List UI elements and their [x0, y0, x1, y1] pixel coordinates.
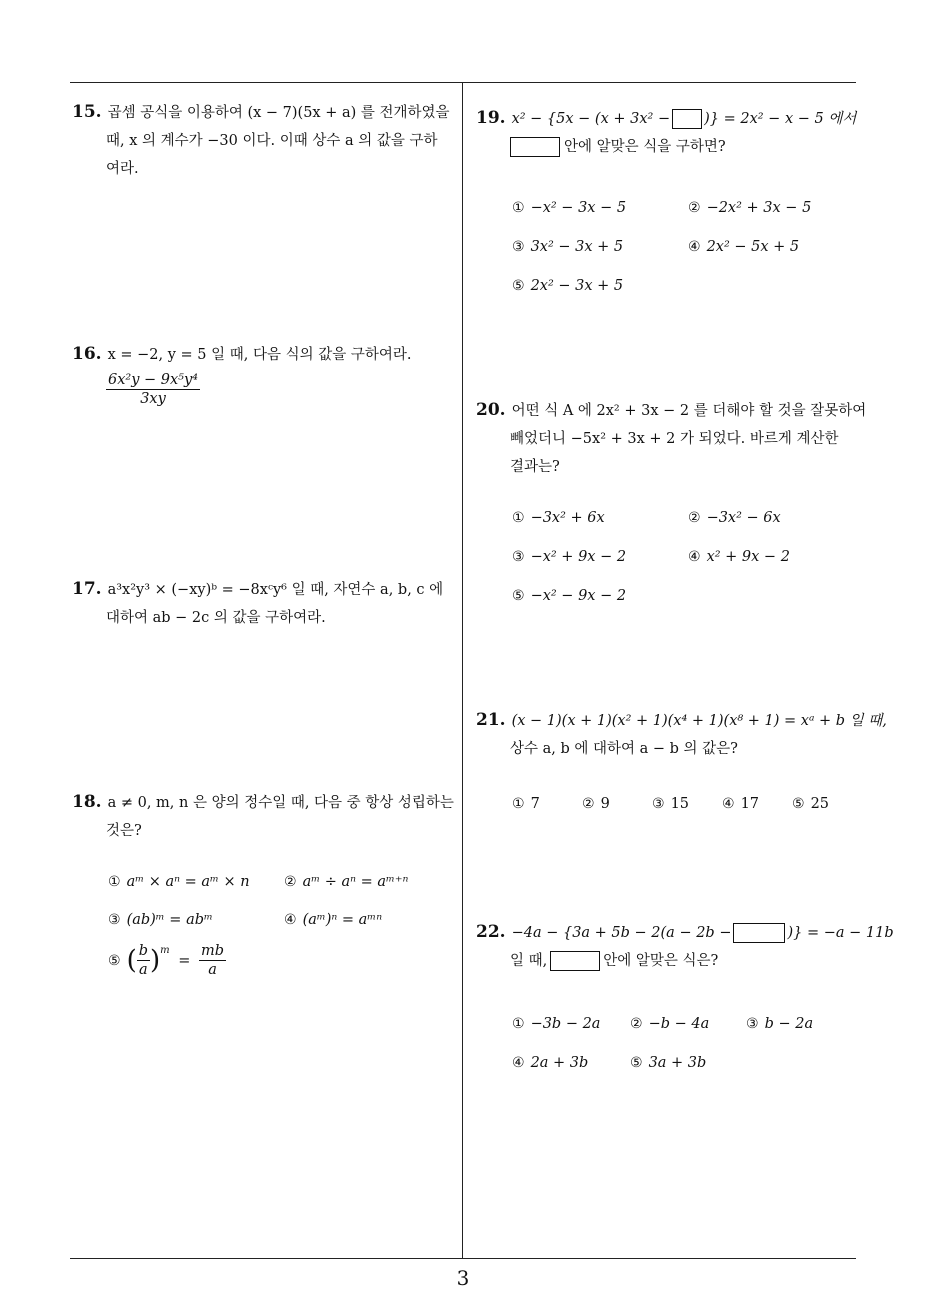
- blank-box: [733, 923, 785, 943]
- option-mark: ⑤: [792, 796, 805, 812]
- fraction-denominator: 3xy: [140, 391, 166, 407]
- option-mark: ②: [582, 796, 595, 812]
- option-2[interactable]: [630, 1016, 709, 1032]
- option-exponent: m: [160, 945, 170, 956]
- problem-19: [476, 104, 866, 161]
- option-text: 17: [740, 796, 760, 812]
- option-4[interactable]: [284, 912, 382, 928]
- option-mark: ②: [688, 200, 701, 216]
- option-4[interactable]: [722, 796, 759, 812]
- option-mark: ②: [688, 510, 701, 526]
- option-mark: ①: [512, 510, 525, 526]
- option-text: 15: [670, 796, 690, 812]
- option-mark: ④: [722, 796, 735, 812]
- problem-number: 19.: [476, 108, 506, 128]
- option-mark: ③: [746, 1016, 759, 1032]
- option-3[interactable]: [512, 549, 626, 565]
- option-mark: ⑤: [512, 588, 525, 604]
- option-text: 7: [530, 796, 540, 812]
- option-4[interactable]: [512, 1055, 588, 1071]
- option-text: (ab)ᵐ = abᵐ: [126, 912, 213, 928]
- option-text: aᵐ ÷ aⁿ = aᵐ⁺ⁿ: [302, 874, 409, 890]
- option-mark: ①: [512, 200, 525, 216]
- option-mark: ④: [688, 549, 701, 565]
- option-text: −x² + 9x − 2: [530, 549, 627, 565]
- option-mark: ③: [652, 796, 665, 812]
- option-4[interactable]: [688, 239, 799, 255]
- expression-fraction: [106, 371, 200, 408]
- option-mark: ④: [284, 912, 297, 928]
- option-text: b − 2a: [764, 1016, 814, 1032]
- option-1[interactable]: [512, 796, 540, 812]
- problem-number: 21.: [476, 710, 506, 730]
- fraction-numerator: mb: [201, 943, 225, 959]
- blank-box: [672, 109, 702, 129]
- problem-text: 어떤 식 A 에 2x² + 3x − 2 를 더해야 할 것을 잘못하여: [511, 403, 867, 419]
- option-2[interactable]: [688, 510, 781, 526]
- option-mark: ③: [512, 549, 525, 565]
- option-text: 2a + 3b: [530, 1055, 589, 1071]
- problem-20: [476, 396, 866, 481]
- option-text: −3x² + 6x: [530, 510, 605, 526]
- problem-22: [476, 918, 894, 975]
- option-5[interactable]: [630, 1055, 706, 1071]
- column-divider: [462, 82, 463, 1258]
- problem-text: 상수 a, b 에 대하여 a − b 의 값은?: [510, 741, 738, 757]
- option-fraction: [137, 942, 150, 979]
- option-5[interactable]: [792, 796, 829, 812]
- problem-number: 18.: [72, 792, 102, 812]
- problem-17: [72, 575, 457, 632]
- option-rhs-fraction: [199, 942, 226, 979]
- problem-text: x² − {5x − (x + 3x² −: [511, 111, 671, 127]
- problem-text: 것은?: [106, 823, 142, 839]
- option-3[interactable]: [746, 1016, 813, 1032]
- option-2[interactable]: [582, 796, 610, 812]
- option-text: −b − 4a: [648, 1016, 710, 1032]
- problem-number: 22.: [476, 922, 506, 942]
- option-mark: ③: [108, 912, 121, 928]
- problem-text: 곱셈 공식을 이용하여 (x − 7)(5x + a) 를 전개하였을: [107, 105, 450, 121]
- problem-text: a³x²y³ × (−xy)ᵇ = −8xᶜy⁶ 일 때, 자연수 a, b, c 에: [107, 582, 444, 598]
- option-3[interactable]: [652, 796, 689, 812]
- option-text: 9: [600, 796, 610, 812]
- option-mark: ①: [108, 874, 121, 890]
- option-mark: ①: [512, 1016, 525, 1032]
- problem-text: 일 때,: [510, 953, 548, 969]
- option-5[interactable]: [512, 278, 623, 294]
- problem-text: )} = 2x² − x − 5 에서: [704, 111, 857, 127]
- problem-text: −4a − {3a + 5b − 2(a − 2b −: [511, 925, 732, 941]
- option-mark: ①: [512, 796, 525, 812]
- problem-16: [72, 340, 457, 408]
- option-text: 2x² − 5x + 5: [706, 239, 800, 255]
- problem-text: 대하여 ab − 2c 의 값을 구하여라.: [106, 610, 326, 626]
- option-mark: ④: [512, 1055, 525, 1071]
- option-text: −x² − 3x − 5: [530, 200, 627, 216]
- problem-text: 때, x 의 계수가 −30 이다. 이때 상수 a 의 값을 구하: [106, 133, 438, 149]
- page-number: 3: [456, 1266, 470, 1290]
- option-1[interactable]: [512, 1016, 600, 1032]
- option-mark: ③: [512, 239, 525, 255]
- option-mark: ⑤: [108, 952, 121, 969]
- problem-number: 16.: [72, 344, 102, 364]
- option-text: −x² − 9x − 2: [530, 588, 627, 604]
- option-1[interactable]: [512, 510, 605, 526]
- option-text: 25: [810, 796, 830, 812]
- option-text: −2x² + 3x − 5: [706, 200, 812, 216]
- option-mark: ②: [630, 1016, 643, 1032]
- option-text: 3x² − 3x + 5: [530, 239, 624, 255]
- bottom-rule: [70, 1258, 856, 1259]
- option-text: −3x² − 6x: [706, 510, 781, 526]
- option-text: 3a + 3b: [648, 1055, 707, 1071]
- option-mark: ⑤: [512, 278, 525, 294]
- option-mark: ②: [284, 874, 297, 890]
- problem-number: 15.: [72, 102, 102, 122]
- problem-text: 결과는?: [510, 459, 560, 475]
- option-mark: ④: [688, 239, 701, 255]
- fraction-numerator: b: [138, 943, 149, 959]
- problem-text: a ≠ 0, m, n 은 양의 정수일 때, 다음 중 항상 성립하는: [107, 795, 454, 811]
- problem-text: 안에 알맞은 식은?: [603, 953, 719, 969]
- problem-text: x = −2, y = 5 일 때, 다음 식의 값을 구하여라.: [107, 347, 412, 363]
- option-1[interactable]: [108, 874, 250, 890]
- problem-text: 여라.: [106, 161, 139, 177]
- problem-number: 20.: [476, 400, 506, 420]
- blank-box: [510, 137, 560, 157]
- problem-text: )} = −a − 11b: [787, 925, 894, 941]
- option-mark: ⑤: [630, 1055, 643, 1071]
- option-text: 2x² − 3x + 5: [530, 278, 624, 294]
- option-text: −3b − 2a: [530, 1016, 601, 1032]
- option-text: (aᵐ)ⁿ = aᵐⁿ: [302, 912, 383, 928]
- option-text: aᵐ × aⁿ = aᵐ × n: [126, 874, 250, 890]
- problem-number: 17.: [72, 579, 102, 599]
- option-equals: =: [178, 952, 191, 969]
- problem-18: [72, 788, 457, 845]
- fraction-numerator: 6x²y − 9x⁵y⁴: [108, 372, 198, 388]
- option-2[interactable]: [688, 200, 811, 216]
- option-2[interactable]: [284, 874, 408, 890]
- top-rule: [70, 82, 856, 83]
- fraction-denominator: a: [208, 962, 217, 978]
- option-1[interactable]: [512, 200, 626, 216]
- blank-box: [550, 951, 600, 971]
- option-3[interactable]: [512, 239, 623, 255]
- problem-15: [72, 98, 457, 183]
- option-5[interactable]: [512, 588, 626, 604]
- fraction-denominator: a: [139, 962, 148, 978]
- problem-text: (x − 1)(x + 1)(x² + 1)(x⁴ + 1)(x⁸ + 1) = xᵃ + b 일 때,: [511, 713, 887, 729]
- option-4[interactable]: [688, 549, 790, 565]
- problem-21: [476, 706, 887, 763]
- problem-text: 안에 알맞은 식을 구하면?: [564, 139, 726, 155]
- option-3[interactable]: [108, 912, 213, 928]
- option-text: x² + 9x − 2: [706, 549, 790, 565]
- option-5[interactable]: ⑤ ( $\frac{b}{a}$ )$^m$ = $\frac{mb}{a}$: [108, 943, 225, 978]
- problem-text: 빼었더니 −5x² + 3x + 2 가 되었다. 바르게 계산한: [510, 431, 839, 447]
